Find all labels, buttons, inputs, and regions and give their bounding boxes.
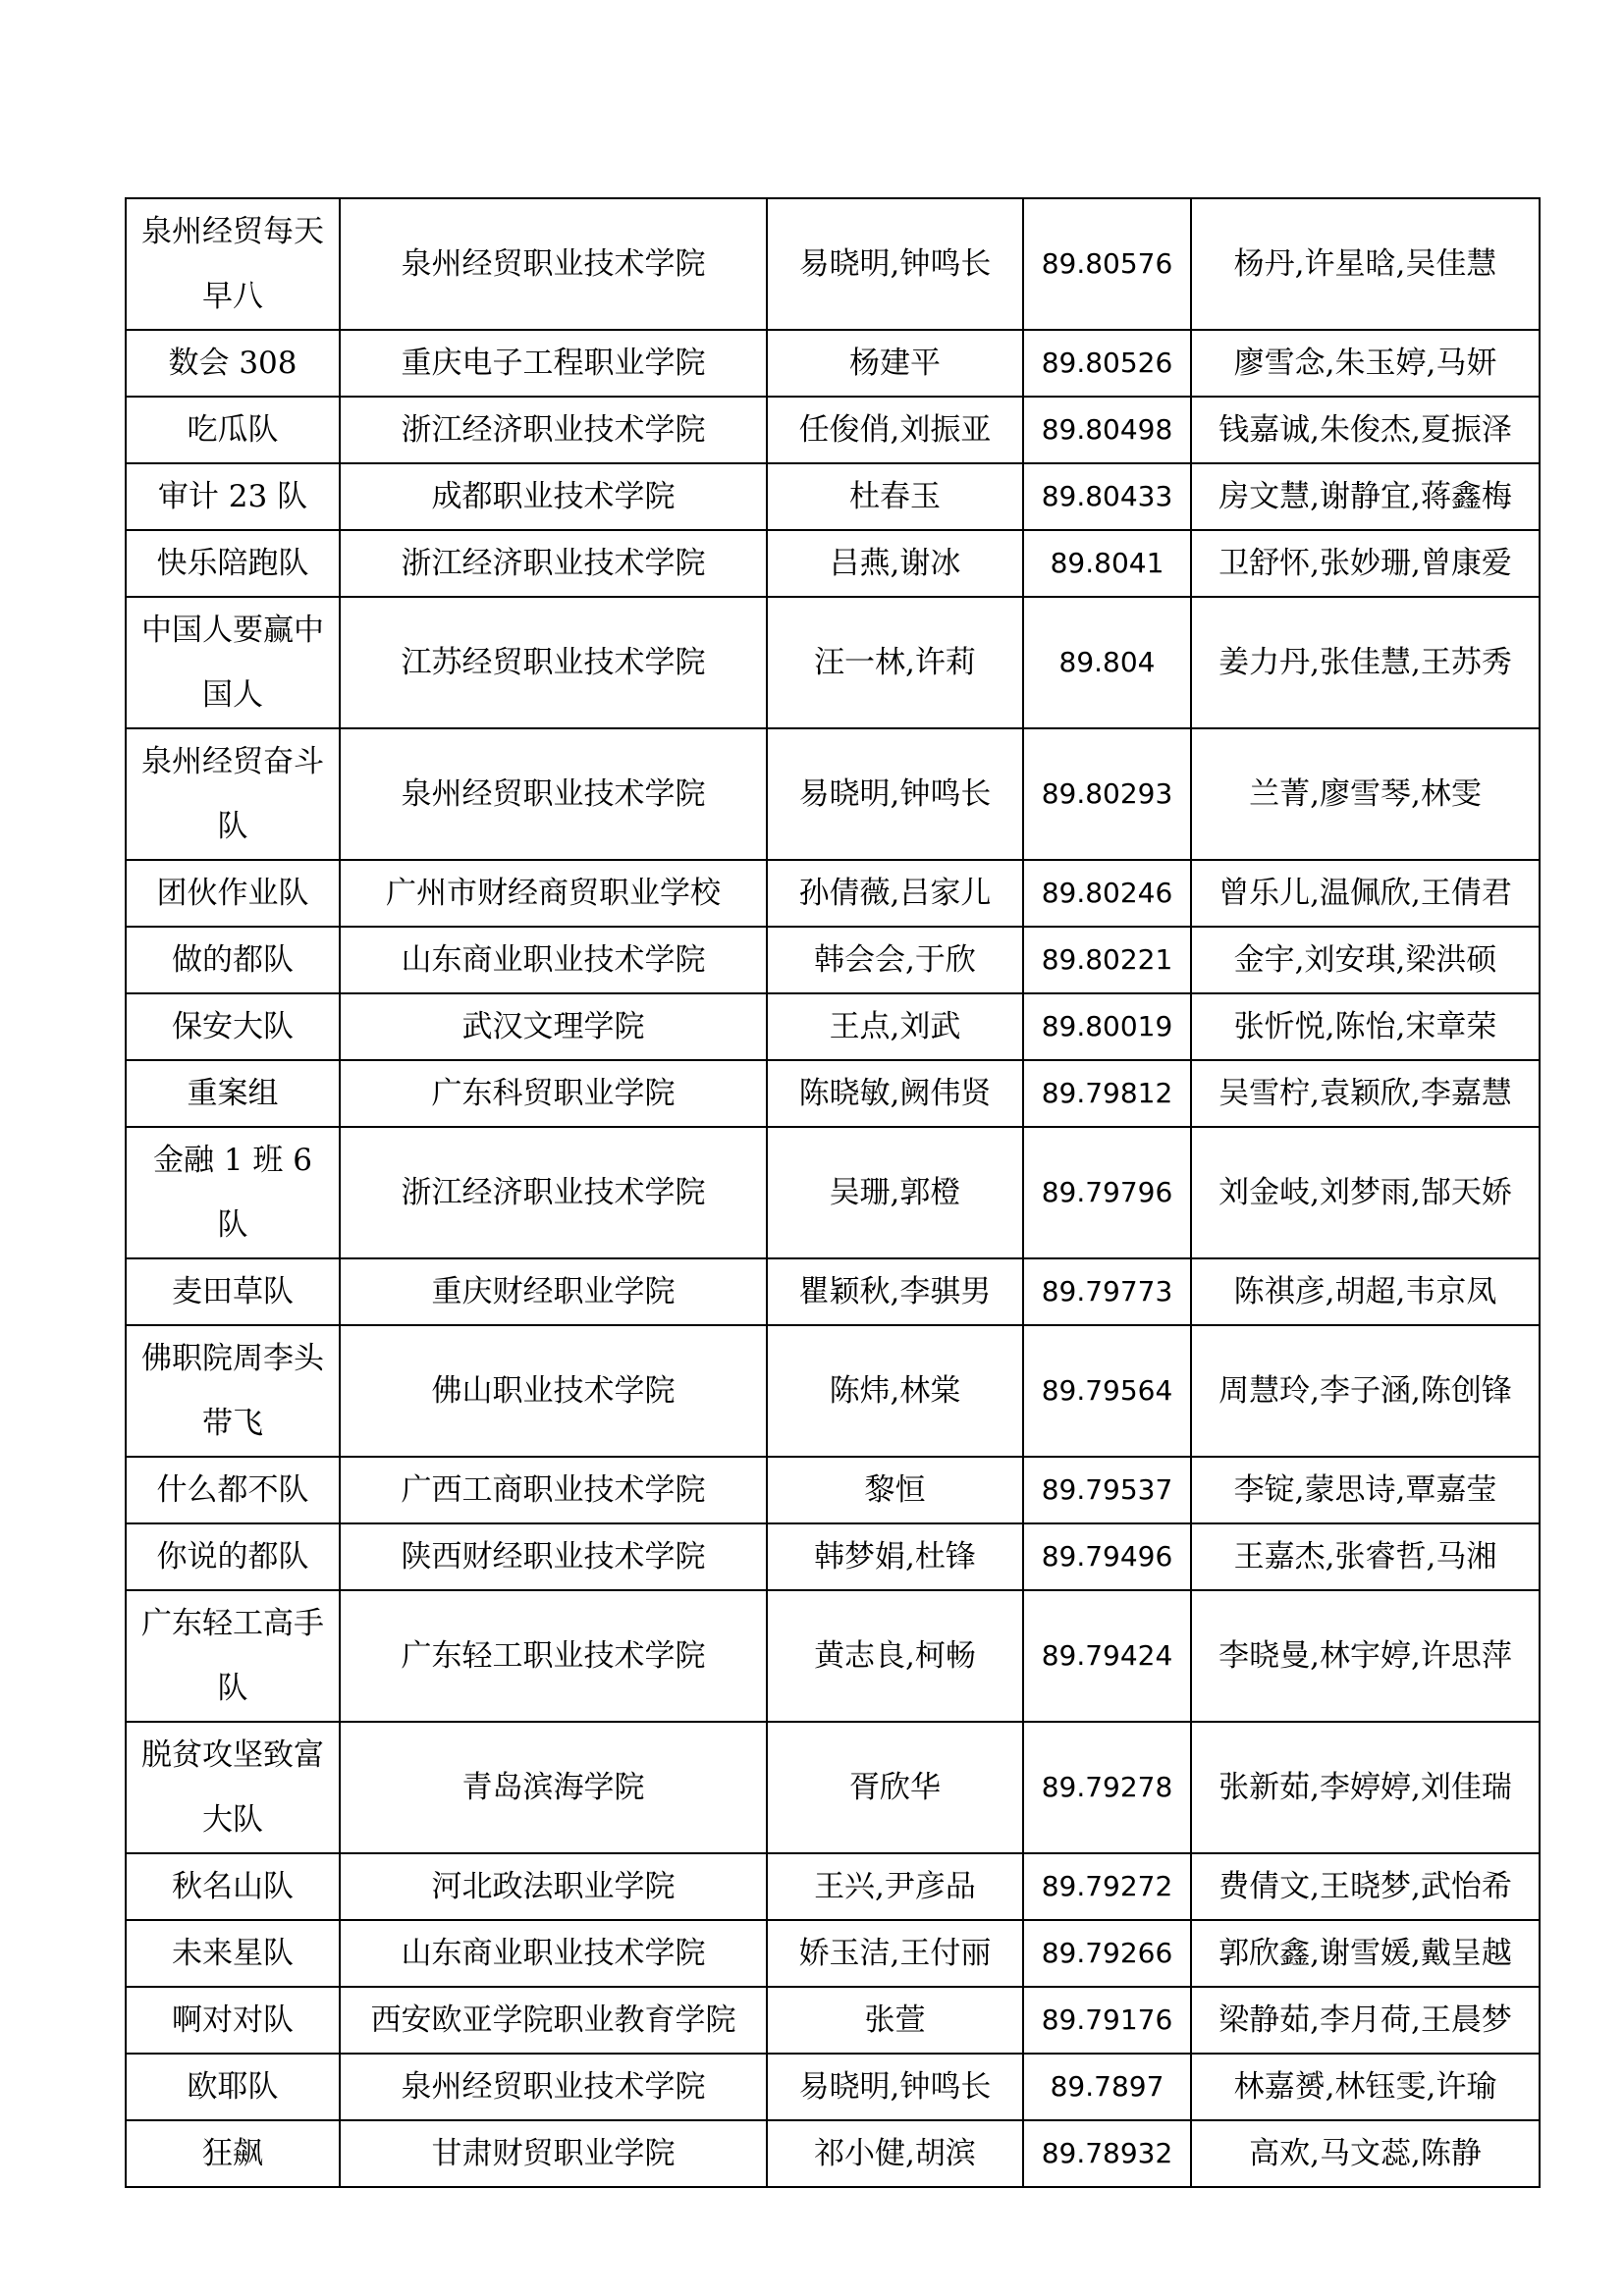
team-name-cell: 未来星队 (126, 1920, 340, 1987)
score-cell: 89.79564 (1023, 1325, 1191, 1457)
members-cell: 吴雪柠,袁颖欣,李嘉慧 (1191, 1060, 1540, 1127)
school-cell: 浙江经济职业技术学院 (340, 397, 767, 463)
team-name-cell: 保安大队 (126, 993, 340, 1060)
school-cell: 武汉文理学院 (340, 993, 767, 1060)
members-cell: 房文慧,谢静宜,蒋鑫梅 (1191, 463, 1540, 530)
team-name-cell: 吃瓜队 (126, 397, 340, 463)
score-cell: 89.80293 (1023, 728, 1191, 860)
members-cell: 郭欣鑫,谢雪媛,戴呈越 (1191, 1920, 1540, 1987)
members-cell: 张新茹,李婷婷,刘佳瑞 (1191, 1722, 1540, 1853)
table-row (126, 860, 1540, 927)
school-cell: 广西工商职业技术学院 (340, 1457, 767, 1523)
school-cell: 成都职业技术学院 (340, 463, 767, 530)
members-cell: 钱嘉诚,朱俊杰,夏振泽 (1191, 397, 1540, 463)
advisors-cell: 黎恒 (767, 1457, 1023, 1523)
school-cell: 山东商业职业技术学院 (340, 927, 767, 993)
team-name-cell: 团伙作业队 (126, 860, 340, 927)
score-cell: 89.7897 (1023, 2054, 1191, 2120)
team-name-cell: 佛职院周李头带飞 (126, 1325, 340, 1457)
school-cell: 泉州经贸职业技术学院 (340, 2054, 767, 2120)
team-name-cell: 泉州经贸每天早八 (126, 198, 340, 330)
score-cell: 89.78932 (1023, 2120, 1191, 2187)
table-row (126, 530, 1540, 597)
team-name-cell: 狂飙 (126, 2120, 340, 2187)
table-row (126, 1523, 1540, 1590)
advisors-cell: 易晓明,钟鸣长 (767, 728, 1023, 860)
team-name-cell: 你说的都队 (126, 1523, 340, 1590)
score-cell: 89.79176 (1023, 1987, 1191, 2054)
team-name-cell: 广东轻工高手队 (126, 1590, 340, 1722)
table-row (126, 330, 1540, 397)
team-name-cell: 脱贫攻坚致富大队 (126, 1722, 340, 1853)
score-cell: 89.79796 (1023, 1127, 1191, 1258)
advisors-cell: 胥欣华 (767, 1722, 1023, 1853)
members-cell: 林嘉赟,林钰雯,许瑜 (1191, 2054, 1540, 2120)
members-cell: 曾乐儿,温佩欣,王倩君 (1191, 860, 1540, 927)
score-cell: 89.79266 (1023, 1920, 1191, 1987)
members-cell: 卫舒怀,张妙珊,曾康爱 (1191, 530, 1540, 597)
score-cell: 89.8041 (1023, 530, 1191, 597)
team-name-cell: 麦田草队 (126, 1258, 340, 1325)
members-cell: 费倩文,王晓梦,武怡希 (1191, 1853, 1540, 1920)
table-row (126, 1987, 1540, 2054)
table-row (126, 1722, 1540, 1853)
table-row (126, 198, 1540, 330)
table-row (126, 1127, 1540, 1258)
table-row (126, 1457, 1540, 1523)
school-cell: 广东轻工职业技术学院 (340, 1590, 767, 1722)
team-name-cell: 欧耶队 (126, 2054, 340, 2120)
table-row (126, 1258, 1540, 1325)
school-cell: 江苏经贸职业技术学院 (340, 597, 767, 728)
advisors-cell: 韩会会,于欣 (767, 927, 1023, 993)
table-row (126, 2054, 1540, 2120)
score-cell: 89.80526 (1023, 330, 1191, 397)
results-table (125, 197, 1541, 2188)
school-cell: 广东科贸职业学院 (340, 1060, 767, 1127)
table-row (126, 1853, 1540, 1920)
advisors-cell: 吴珊,郭橙 (767, 1127, 1023, 1258)
advisors-cell: 易晓明,钟鸣长 (767, 198, 1023, 330)
school-cell: 浙江经济职业技术学院 (340, 1127, 767, 1258)
score-cell: 89.79773 (1023, 1258, 1191, 1325)
members-cell: 梁静茹,李月荷,王晨梦 (1191, 1987, 1540, 2054)
results-body (126, 198, 1540, 2187)
table-row (126, 993, 1540, 1060)
school-cell: 浙江经济职业技术学院 (340, 530, 767, 597)
score-cell: 89.80246 (1023, 860, 1191, 927)
score-cell: 89.804 (1023, 597, 1191, 728)
members-cell: 张忻悦,陈怡,宋章荣 (1191, 993, 1540, 1060)
team-name-cell: 重案组 (126, 1060, 340, 1127)
score-cell: 89.80498 (1023, 397, 1191, 463)
score-cell: 89.79496 (1023, 1523, 1191, 1590)
school-cell: 西安欧亚学院职业教育学院 (340, 1987, 767, 2054)
team-name-cell: 快乐陪跑队 (126, 530, 340, 597)
members-cell: 李锭,蒙思诗,覃嘉莹 (1191, 1457, 1540, 1523)
table-row (126, 1920, 1540, 1987)
advisors-cell: 黄志良,柯畅 (767, 1590, 1023, 1722)
advisors-cell: 娇玉洁,王付丽 (767, 1920, 1023, 1987)
advisors-cell: 瞿颖秋,李骐男 (767, 1258, 1023, 1325)
advisors-cell: 张萱 (767, 1987, 1023, 2054)
members-cell: 高欢,马文蕊,陈静 (1191, 2120, 1540, 2187)
school-cell: 泉州经贸职业技术学院 (340, 198, 767, 330)
school-cell: 青岛滨海学院 (340, 1722, 767, 1853)
school-cell: 甘肃财贸职业学院 (340, 2120, 767, 2187)
table-row (126, 927, 1540, 993)
table-row (126, 1325, 1540, 1457)
team-name-cell: 秋名山队 (126, 1853, 340, 1920)
advisors-cell: 吕燕,谢冰 (767, 530, 1023, 597)
table-row (126, 397, 1540, 463)
school-cell: 重庆财经职业学院 (340, 1258, 767, 1325)
advisors-cell: 陈晓敏,阙伟贤 (767, 1060, 1023, 1127)
team-name-cell: 金融 1 班 6 队 (126, 1127, 340, 1258)
members-cell: 杨丹,许星晗,吴佳慧 (1191, 198, 1540, 330)
advisors-cell: 祁小健,胡滨 (767, 2120, 1023, 2187)
team-name-cell: 什么都不队 (126, 1457, 340, 1523)
score-cell: 89.79424 (1023, 1590, 1191, 1722)
members-cell: 李晓曼,林宇婷,许思萍 (1191, 1590, 1540, 1722)
table-row (126, 597, 1540, 728)
score-cell: 89.79272 (1023, 1853, 1191, 1920)
team-name-cell: 做的都队 (126, 927, 340, 993)
advisors-cell: 孙倩薇,吕家儿 (767, 860, 1023, 927)
school-cell: 山东商业职业技术学院 (340, 1920, 767, 1987)
members-cell: 金宇,刘安琪,梁洪硕 (1191, 927, 1540, 993)
advisors-cell: 王点,刘武 (767, 993, 1023, 1060)
members-cell: 兰菁,廖雪琴,林雯 (1191, 728, 1540, 860)
team-name-cell: 泉州经贸奋斗队 (126, 728, 340, 860)
members-cell: 刘金岐,刘梦雨,郜天娇 (1191, 1127, 1540, 1258)
advisors-cell: 王兴,尹彦品 (767, 1853, 1023, 1920)
team-name-cell: 数会 308 (126, 330, 340, 397)
advisors-cell: 陈炜,林棠 (767, 1325, 1023, 1457)
score-cell: 89.80221 (1023, 927, 1191, 993)
score-cell: 89.79812 (1023, 1060, 1191, 1127)
table-row (126, 1590, 1540, 1722)
score-cell: 89.80576 (1023, 198, 1191, 330)
advisors-cell: 汪一林,许莉 (767, 597, 1023, 728)
team-name-cell: 中国人要赢中国人 (126, 597, 340, 728)
team-name-cell: 啊对对队 (126, 1987, 340, 2054)
advisors-cell: 杨建平 (767, 330, 1023, 397)
advisors-cell: 任俊俏,刘振亚 (767, 397, 1023, 463)
advisors-cell: 易晓明,钟鸣长 (767, 2054, 1023, 2120)
table-row (126, 463, 1540, 530)
members-cell: 廖雪念,朱玉婷,马妍 (1191, 330, 1540, 397)
school-cell: 广州市财经商贸职业学校 (340, 860, 767, 927)
school-cell: 佛山职业技术学院 (340, 1325, 767, 1457)
school-cell: 泉州经贸职业技术学院 (340, 728, 767, 860)
table-row (126, 1060, 1540, 1127)
table-row (126, 728, 1540, 860)
members-cell: 陈祺彦,胡超,韦京凤 (1191, 1258, 1540, 1325)
school-cell: 重庆电子工程职业学院 (340, 330, 767, 397)
advisors-cell: 杜春玉 (767, 463, 1023, 530)
score-cell: 89.80433 (1023, 463, 1191, 530)
score-cell: 89.80019 (1023, 993, 1191, 1060)
school-cell: 河北政法职业学院 (340, 1853, 767, 1920)
table-row (126, 2120, 1540, 2187)
score-cell: 89.79278 (1023, 1722, 1191, 1853)
members-cell: 周慧玲,李子涵,陈创锋 (1191, 1325, 1540, 1457)
team-name-cell: 审计 23 队 (126, 463, 340, 530)
advisors-cell: 韩梦娟,杜锋 (767, 1523, 1023, 1590)
members-cell: 姜力丹,张佳慧,王苏秀 (1191, 597, 1540, 728)
score-cell: 89.79537 (1023, 1457, 1191, 1523)
members-cell: 王嘉杰,张睿哲,马湘 (1191, 1523, 1540, 1590)
school-cell: 陕西财经职业技术学院 (340, 1523, 767, 1590)
